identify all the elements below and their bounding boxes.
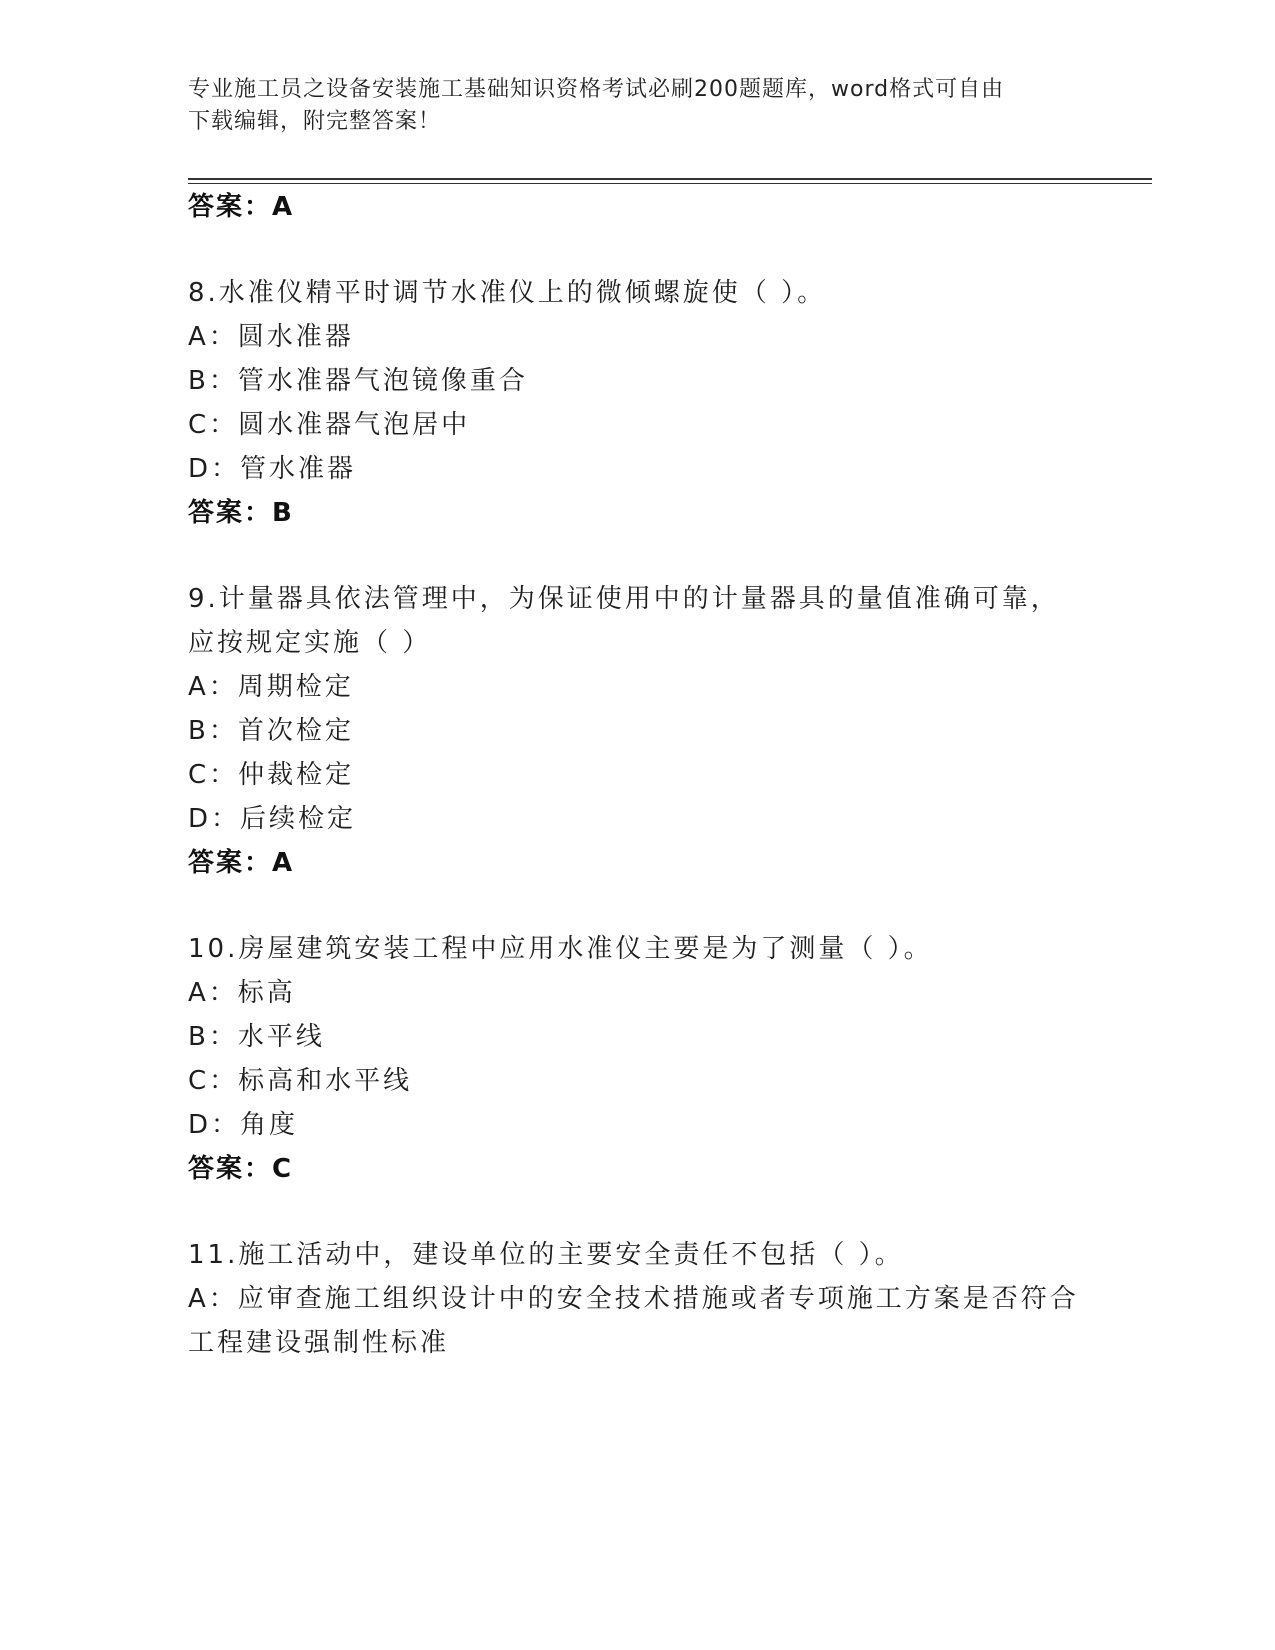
option-a: A：周期检定 xyxy=(188,672,354,702)
option-a: A：应审查施工组织设计中的安全技术措施或者专项施工方案是否符合 xyxy=(188,1284,1079,1314)
answer-line: 答案：A xyxy=(188,848,295,878)
header-line-1: 专业施工员之设备安装施工基础知识资格考试必刷200题题库，word格式可自由 xyxy=(188,77,1005,102)
option-b: B：水平线 xyxy=(188,1022,325,1052)
option-b: B：首次检定 xyxy=(188,716,354,746)
option-d: D：管水准器 xyxy=(188,454,357,484)
answer-line: 答案：C xyxy=(188,1154,294,1184)
option-d: D：角度 xyxy=(188,1110,299,1140)
header-line-2: 下载编辑，附完整答案！ xyxy=(188,109,442,134)
header-divider xyxy=(188,178,1152,180)
option-c: C：标高和水平线 xyxy=(188,1066,413,1096)
option-a: A：圆水准器 xyxy=(188,322,354,352)
option-d: D：后续检定 xyxy=(188,804,357,834)
option-c: C：仲裁检定 xyxy=(188,760,355,790)
header-divider-thin xyxy=(188,183,1152,184)
question-stem: 10.房屋建筑安装工程中应用水准仪主要是为了测量（ ）。 xyxy=(188,934,933,964)
question-stem-cont: 应按规定实施（ ） xyxy=(188,628,432,658)
option-a-cont: 工程建设强制性标准 xyxy=(188,1328,450,1358)
option-c: C：圆水准器气泡居中 xyxy=(188,410,471,440)
question-stem: 9.计量器具依法管理中，为保证使用中的计量器具的量值准确可靠， xyxy=(188,584,1060,614)
option-a: A：标高 xyxy=(188,978,296,1008)
option-b: B：管水准器气泡镜像重合 xyxy=(188,366,528,396)
question-stem: 8.水准仪精平时调节水准仪上的微倾螺旋使（ ）。 xyxy=(188,278,827,308)
question-stem: 11.施工活动中，建设单位的主要安全责任不包括（ ）。 xyxy=(188,1240,904,1270)
answer-line: 答案：B xyxy=(188,498,294,528)
answer-line: 答案：A xyxy=(188,192,295,222)
document-header xyxy=(188,74,1068,138)
